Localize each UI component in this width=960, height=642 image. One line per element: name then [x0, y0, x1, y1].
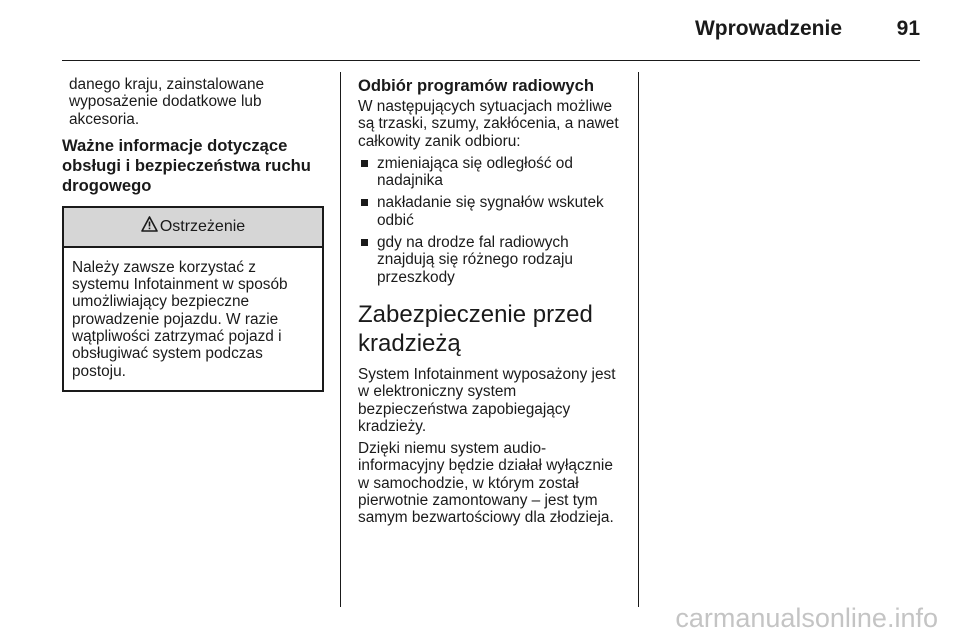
middle-column — [358, 76, 628, 532]
bullet-icon — [361, 160, 368, 167]
list-item — [358, 194, 628, 229]
watermark: carmanualsonline.info — [675, 603, 938, 633]
running-title: Wprowadzenie — [694, 17, 842, 40]
radio-intro-paragraph: W następujących sytuacjach możliwe są trzaski, szumy, zakłócenia, a nawet całkowity zanik odbioru: — [358, 98, 619, 150]
column-divider-left — [340, 72, 341, 607]
header-rule — [62, 60, 920, 61]
list-item-text: gdy na drodze fal radiowych znajdują się różnego rodzaju przeszkody — [377, 234, 573, 286]
list-item — [358, 234, 628, 286]
left-column — [62, 76, 324, 392]
list-item-text: zmieniająca się odległość od nadajnika — [377, 154, 573, 190]
warning-text: Należy zawsze korzystać z systemu Infotainment w sposób umożliwiający bezpieczne prowadzenie pojazdu. W razie wątpliwości zatrzymać pojazd i obsługiwać system podczas postoju. — [72, 258, 288, 380]
page-number: 91 — [896, 17, 920, 40]
warning-box — [62, 206, 324, 392]
anti-theft-paragraph-1: System Infotainment wyposażony jest w elektroniczny system bezpieczeństwa zapobiegający kradzieży. — [358, 365, 616, 435]
column-divider-right — [638, 72, 639, 607]
list-item — [358, 155, 628, 190]
warning-triangle-icon — [141, 216, 158, 237]
warning-body — [64, 248, 322, 390]
interference-list — [358, 155, 628, 286]
warning-box-header — [64, 208, 322, 248]
bullet-icon — [361, 199, 368, 206]
radio-reception-heading: Odbiór programów radiowych — [358, 76, 595, 95]
bullet-icon — [361, 239, 368, 246]
anti-theft-heading: Zabezpieczenie przed kradzieżą — [358, 300, 593, 357]
anti-theft-paragraph-2: Dzięki niemu system audio-informacyjny będzie działał wyłącznie w samochodzie, w którym został pierwotnie zamontowany – jest tym samym bezwartościowy dla złodzieja. — [358, 440, 614, 527]
list-item-text: nakładanie się sygnałów wskutek odbić — [377, 194, 604, 229]
page-header — [0, 0, 960, 60]
warning-title: Ostrzeżenie — [159, 217, 246, 235]
safety-heading: Ważne informacje dotyczące obsługi i bezpieczeństwa ruchu drogowego — [62, 135, 311, 195]
continued-paragraph: danego kraju, zainstalowane wyposażenie dodatkowe lub akcesoria. — [69, 76, 265, 128]
